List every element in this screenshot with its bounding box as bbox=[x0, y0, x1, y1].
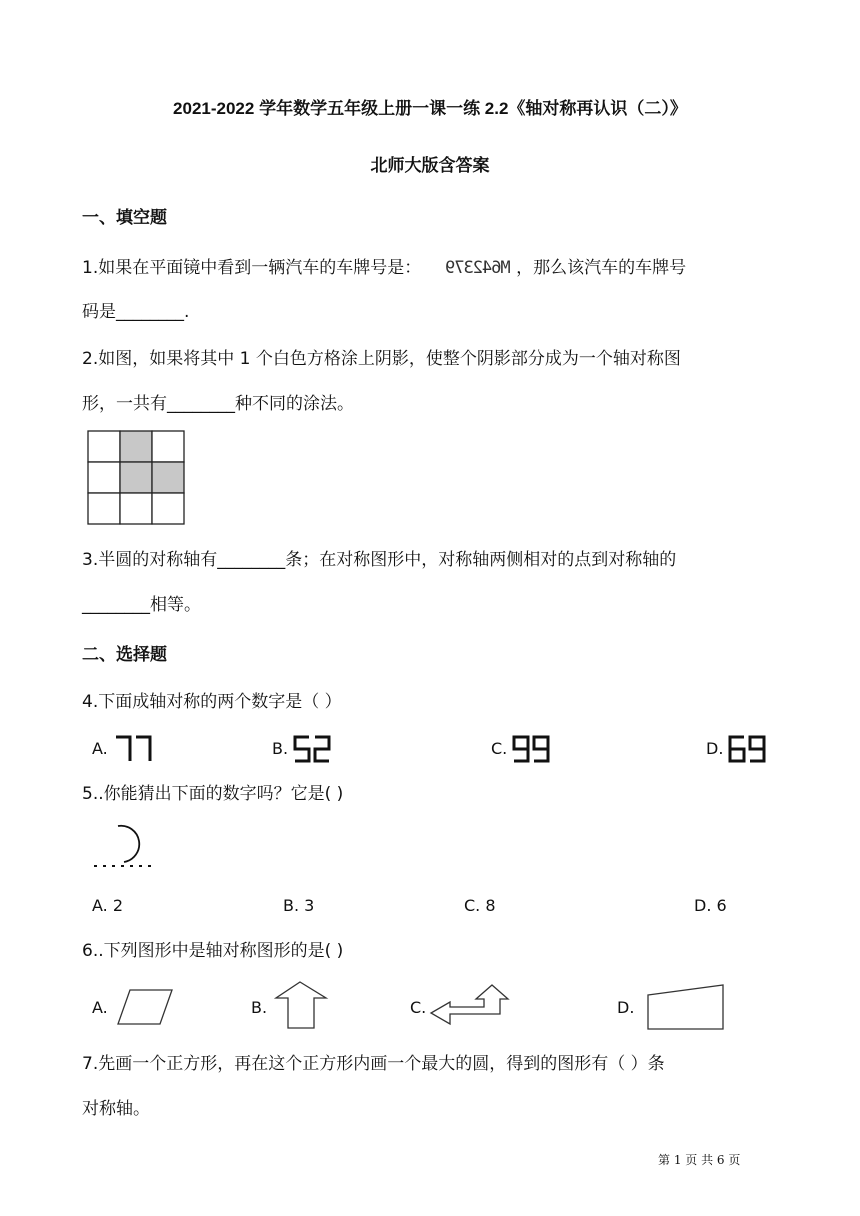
title-line-2: 北师大版含答案 bbox=[370, 156, 490, 175]
grid-cell-white bbox=[120, 493, 152, 524]
q5-option-a[interactable]: A. 2 bbox=[92, 896, 124, 915]
q5-option-d[interactable]: D. 6 bbox=[694, 896, 727, 915]
up-arrow-shape[interactable] bbox=[272, 980, 332, 1030]
question-5-text: 5..你能猜出下面的数字吗？它是( ) bbox=[82, 784, 344, 804]
question-6-text: 6..下列图形中是轴对称图形的是( ) bbox=[82, 941, 344, 961]
grid-cell-white bbox=[88, 462, 120, 493]
q4-option-b-digits[interactable] bbox=[293, 733, 333, 763]
page-footer: 第 1 页 共 6 页 bbox=[658, 1153, 741, 1167]
q4-option-d-label[interactable]: D. bbox=[706, 739, 724, 758]
grid-cell-shaded bbox=[120, 431, 152, 462]
q4-option-c-label[interactable]: C. bbox=[491, 739, 508, 758]
grid-cell-white bbox=[88, 431, 120, 462]
grid-cell-white bbox=[88, 493, 120, 524]
q5-option-b[interactable]: B. 3 bbox=[283, 896, 315, 915]
q4-option-b-label[interactable]: B. bbox=[272, 739, 289, 758]
trapezoid-shape[interactable] bbox=[645, 983, 727, 1031]
grid-cell-white bbox=[152, 431, 184, 462]
q4-option-a-label[interactable]: A. bbox=[92, 739, 108, 758]
section-multiple-choice: 二、选择题 bbox=[82, 645, 167, 665]
q6-option-b-label[interactable]: B. bbox=[251, 998, 268, 1017]
question-4-text: 4.下面成轴对称的两个数字是（ ） bbox=[82, 692, 342, 712]
question-7-line-1: 7.先画一个正方形，再在这个正方形内画一个最大的圆，得到的图形有（ ）条 bbox=[82, 1054, 665, 1074]
section-fill-in: 一、填空题 bbox=[82, 208, 167, 228]
q4-option-c-digits[interactable] bbox=[512, 733, 552, 763]
partial-digit-figure bbox=[92, 822, 162, 872]
grid-cell-shaded bbox=[120, 462, 152, 493]
q4-option-a-digits[interactable] bbox=[114, 733, 154, 763]
title-line-1: 2021-2022 学年数学五年级上册一课一练 2.2《轴对称再认识（二）》 bbox=[173, 99, 687, 118]
q6-option-a-label[interactable]: A. bbox=[92, 998, 108, 1017]
mirrored-plate-image: M642379 bbox=[446, 258, 511, 278]
question-2-line-1: 2.如图，如果将其中 1 个白色方格涂上阴影，使整个阴影部分成为一个轴对称图 bbox=[82, 349, 681, 369]
question-2-line-2: 形，一共有________种不同的涂法。 bbox=[82, 394, 354, 414]
grid-cell-white bbox=[152, 493, 184, 524]
question-7-line-2: 对称轴。 bbox=[82, 1099, 150, 1119]
question-3-line-2: ________相等。 bbox=[82, 595, 201, 615]
q5-option-c[interactable]: C. 8 bbox=[464, 896, 496, 915]
question-1-text-a: 1.如果在平面镜中看到一辆汽车的车牌号是： bbox=[82, 258, 422, 278]
grid-figure bbox=[87, 430, 185, 526]
parallelogram-shape[interactable] bbox=[116, 988, 176, 1028]
question-3-line-1: 3.半圆的对称轴有________条；在对称图形中，对称轴两侧相对的点到对称轴的 bbox=[82, 550, 677, 570]
q4-option-d-digits[interactable] bbox=[728, 733, 768, 763]
double-arrow-shape[interactable] bbox=[428, 982, 512, 1030]
q6-option-c-label[interactable]: C. bbox=[410, 998, 427, 1017]
question-1-line-1 bbox=[82, 258, 686, 278]
grid-cell-shaded bbox=[152, 462, 184, 493]
question-1-text-b: ，那么该汽车的车牌号 bbox=[516, 258, 687, 278]
q6-option-d-label[interactable]: D. bbox=[617, 998, 635, 1017]
question-1-line-2: 码是________. bbox=[82, 302, 190, 322]
